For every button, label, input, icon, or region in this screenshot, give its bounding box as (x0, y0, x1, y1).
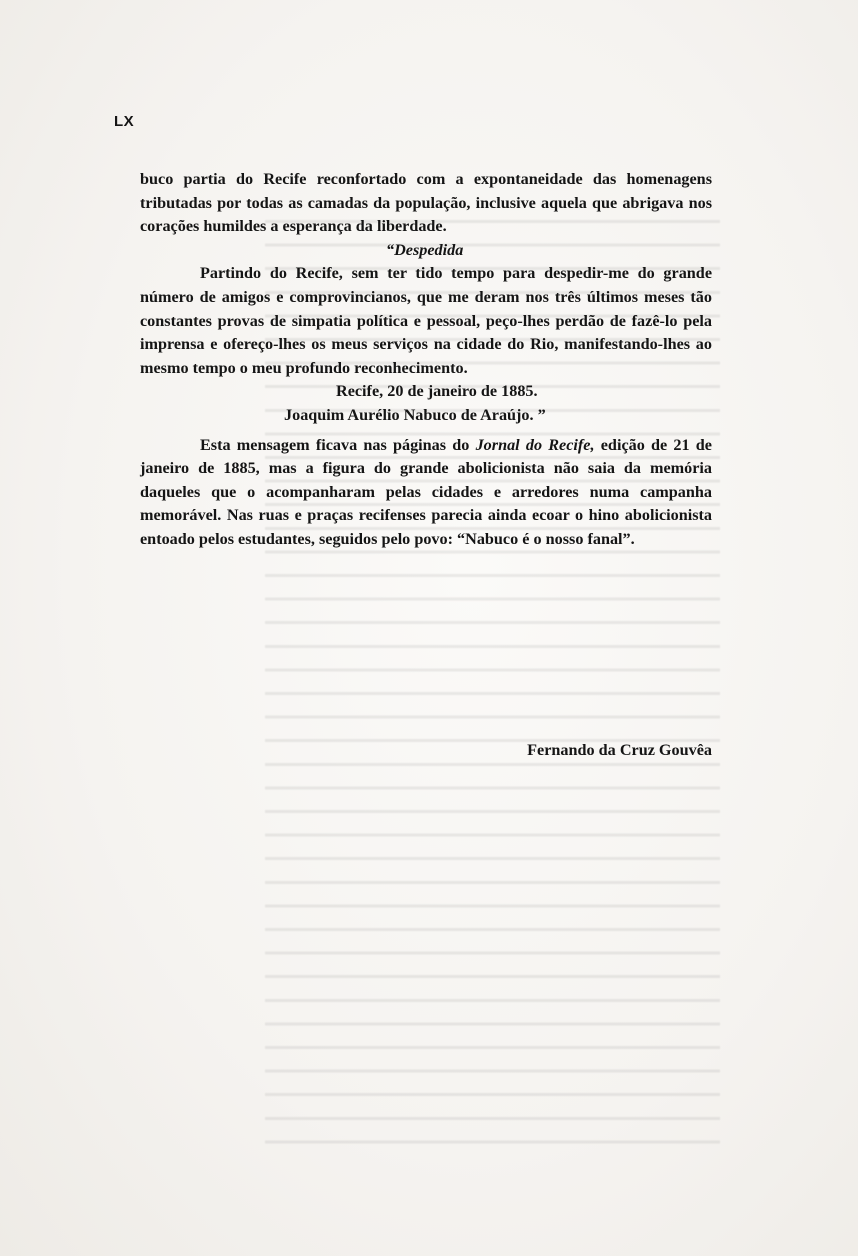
paragraph-1: buco partia do Recife reconfortado com a expontaneidade das homenagens tributadas por todas as camadas da população, inclusive aquela que abrigava nos corações humildes a esperança da liberdade. (140, 170, 712, 236)
signature-line: Joaquim Aurélio Nabuco de Araújo. ” (284, 405, 546, 424)
paragraph-3 (140, 434, 712, 552)
paragraph-3-lead: Esta mensagem ficava nas páginas do (200, 435, 476, 454)
author-signature: Fernando da Cruz Gouvêa (527, 741, 712, 759)
paragraph-3-rest: edição de 21 de janeiro de 1885, mas a figura do grande abolicionista não saia da memória daqueles que o acompanharam pelas cidades e arredores numa campanha memorável. Nas ruas e praças recifenses parecia ainda ecoar o hino abolicionista entoado pelos estudantes, seguidos pelo povo: “Nabuco é o nosso fanal”. (140, 435, 712, 548)
date-line: Recife, 20 de janeiro de 1885. (336, 382, 538, 401)
page-folio: LX (114, 113, 135, 130)
section-heading: “Despedida (386, 240, 464, 259)
body-text (140, 168, 712, 552)
paragraph-2: Partindo do Recife, sem ter tido tempo para despedir-me do grande número de amigos e comprovincianos, que me deram nos três últimos meses tão constantes provas de simpatia política e pessoal, peço-lhes perdão de fazê-lo pela imprensa e ofereço-lhes os meus serviços na cidade do Rio, manifestando-lhes ao mesmo tempo o meu profundo reconhecimento. (140, 264, 712, 377)
journal-title: Jornal do Recife, (475, 435, 595, 454)
